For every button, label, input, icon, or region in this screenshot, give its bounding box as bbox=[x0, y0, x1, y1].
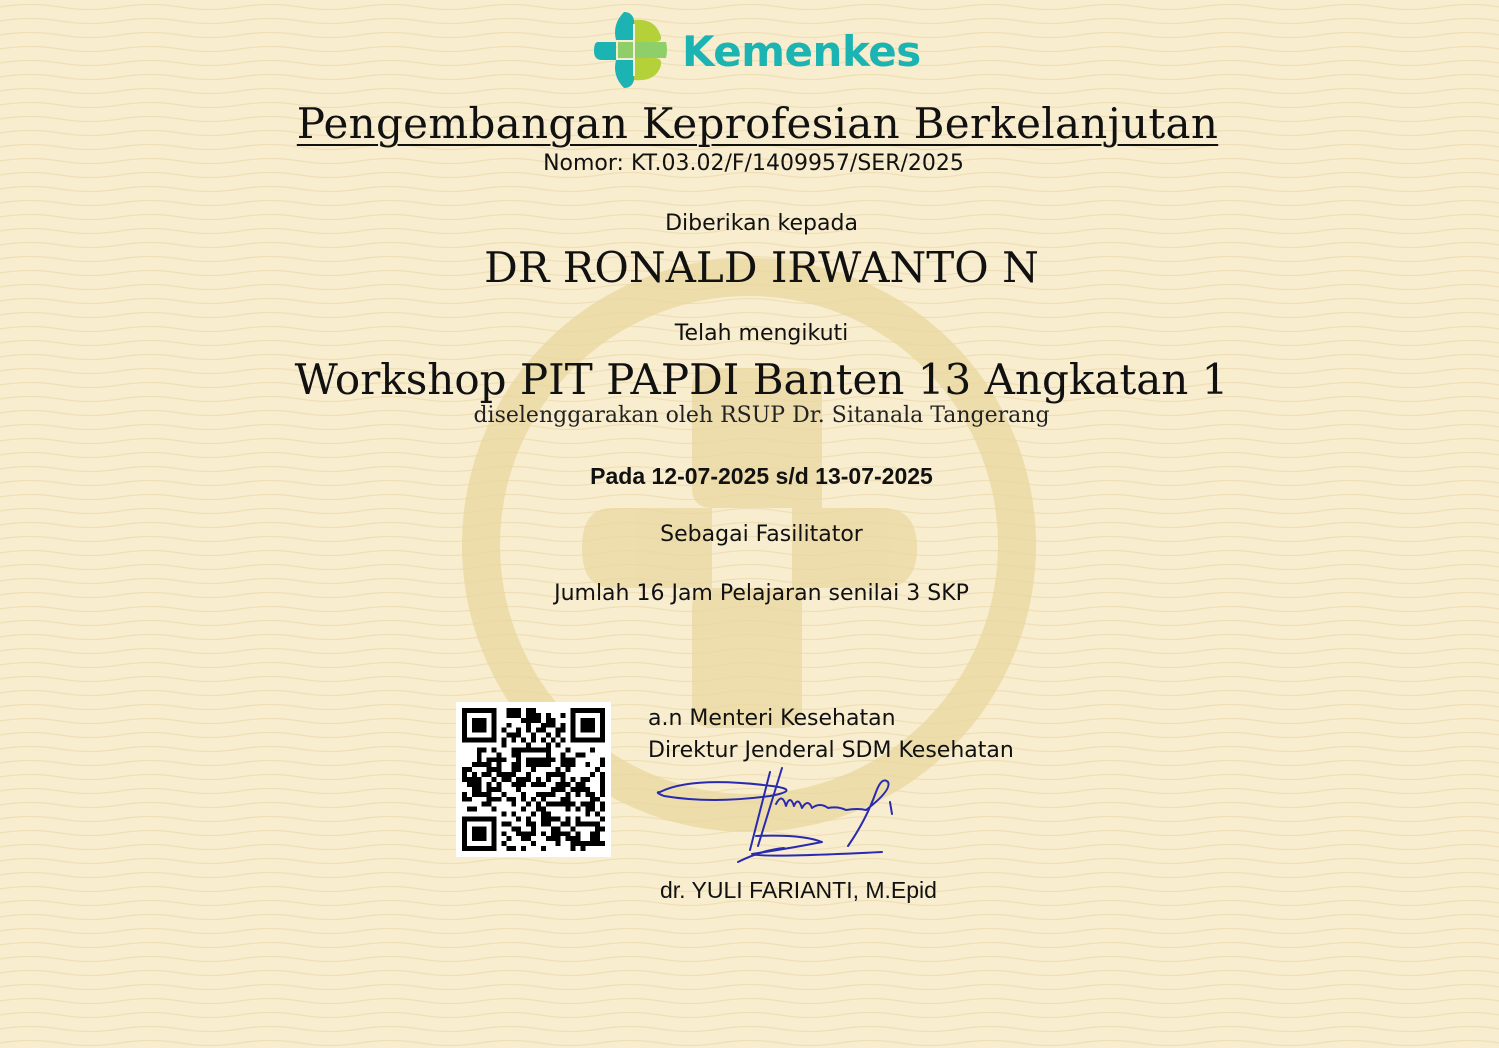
credit-hours: Jumlah 16 Jam Pelajaran senilai 3 SKP bbox=[554, 581, 969, 606]
kemenkes-logo-icon bbox=[594, 10, 668, 90]
followed-label: Telah mengikuti bbox=[674, 321, 849, 346]
qr-code bbox=[456, 702, 611, 857]
logo-wordmark: Kemenkes bbox=[682, 27, 921, 76]
on-behalf-label: a.n Menteri Kesehatan bbox=[648, 706, 896, 731]
signer-name: dr. YULI FARIANTI, M.Epid bbox=[660, 877, 937, 903]
certificate-number: Nomor: KT.03.02/F/1409957/SER/2025 bbox=[543, 151, 964, 176]
event-dates: Pada 12-07-2025 s/d 13-07-2025 bbox=[590, 463, 933, 489]
signer-position: Direktur Jenderal SDM Kesehatan bbox=[648, 738, 1014, 763]
certificate-title: Pengembangan Keprofesian Berkelanjutan bbox=[296, 99, 1219, 148]
recipient-name: DR RONALD IRWANTO N bbox=[484, 243, 1039, 292]
handwritten-signature bbox=[652, 762, 902, 872]
qr-code-icon bbox=[462, 708, 605, 851]
kemenkes-logo bbox=[590, 8, 935, 92]
event-name: Workshop PIT PAPDI Banten 13 Angkatan 1 bbox=[294, 355, 1229, 404]
participant-role: Sebagai Fasilitator bbox=[660, 522, 863, 547]
given-to-label: Diberikan kepada bbox=[665, 211, 858, 236]
organizer-text: diselenggarakan oleh RSUP Dr. Sitanala Tangerang bbox=[473, 403, 1050, 428]
